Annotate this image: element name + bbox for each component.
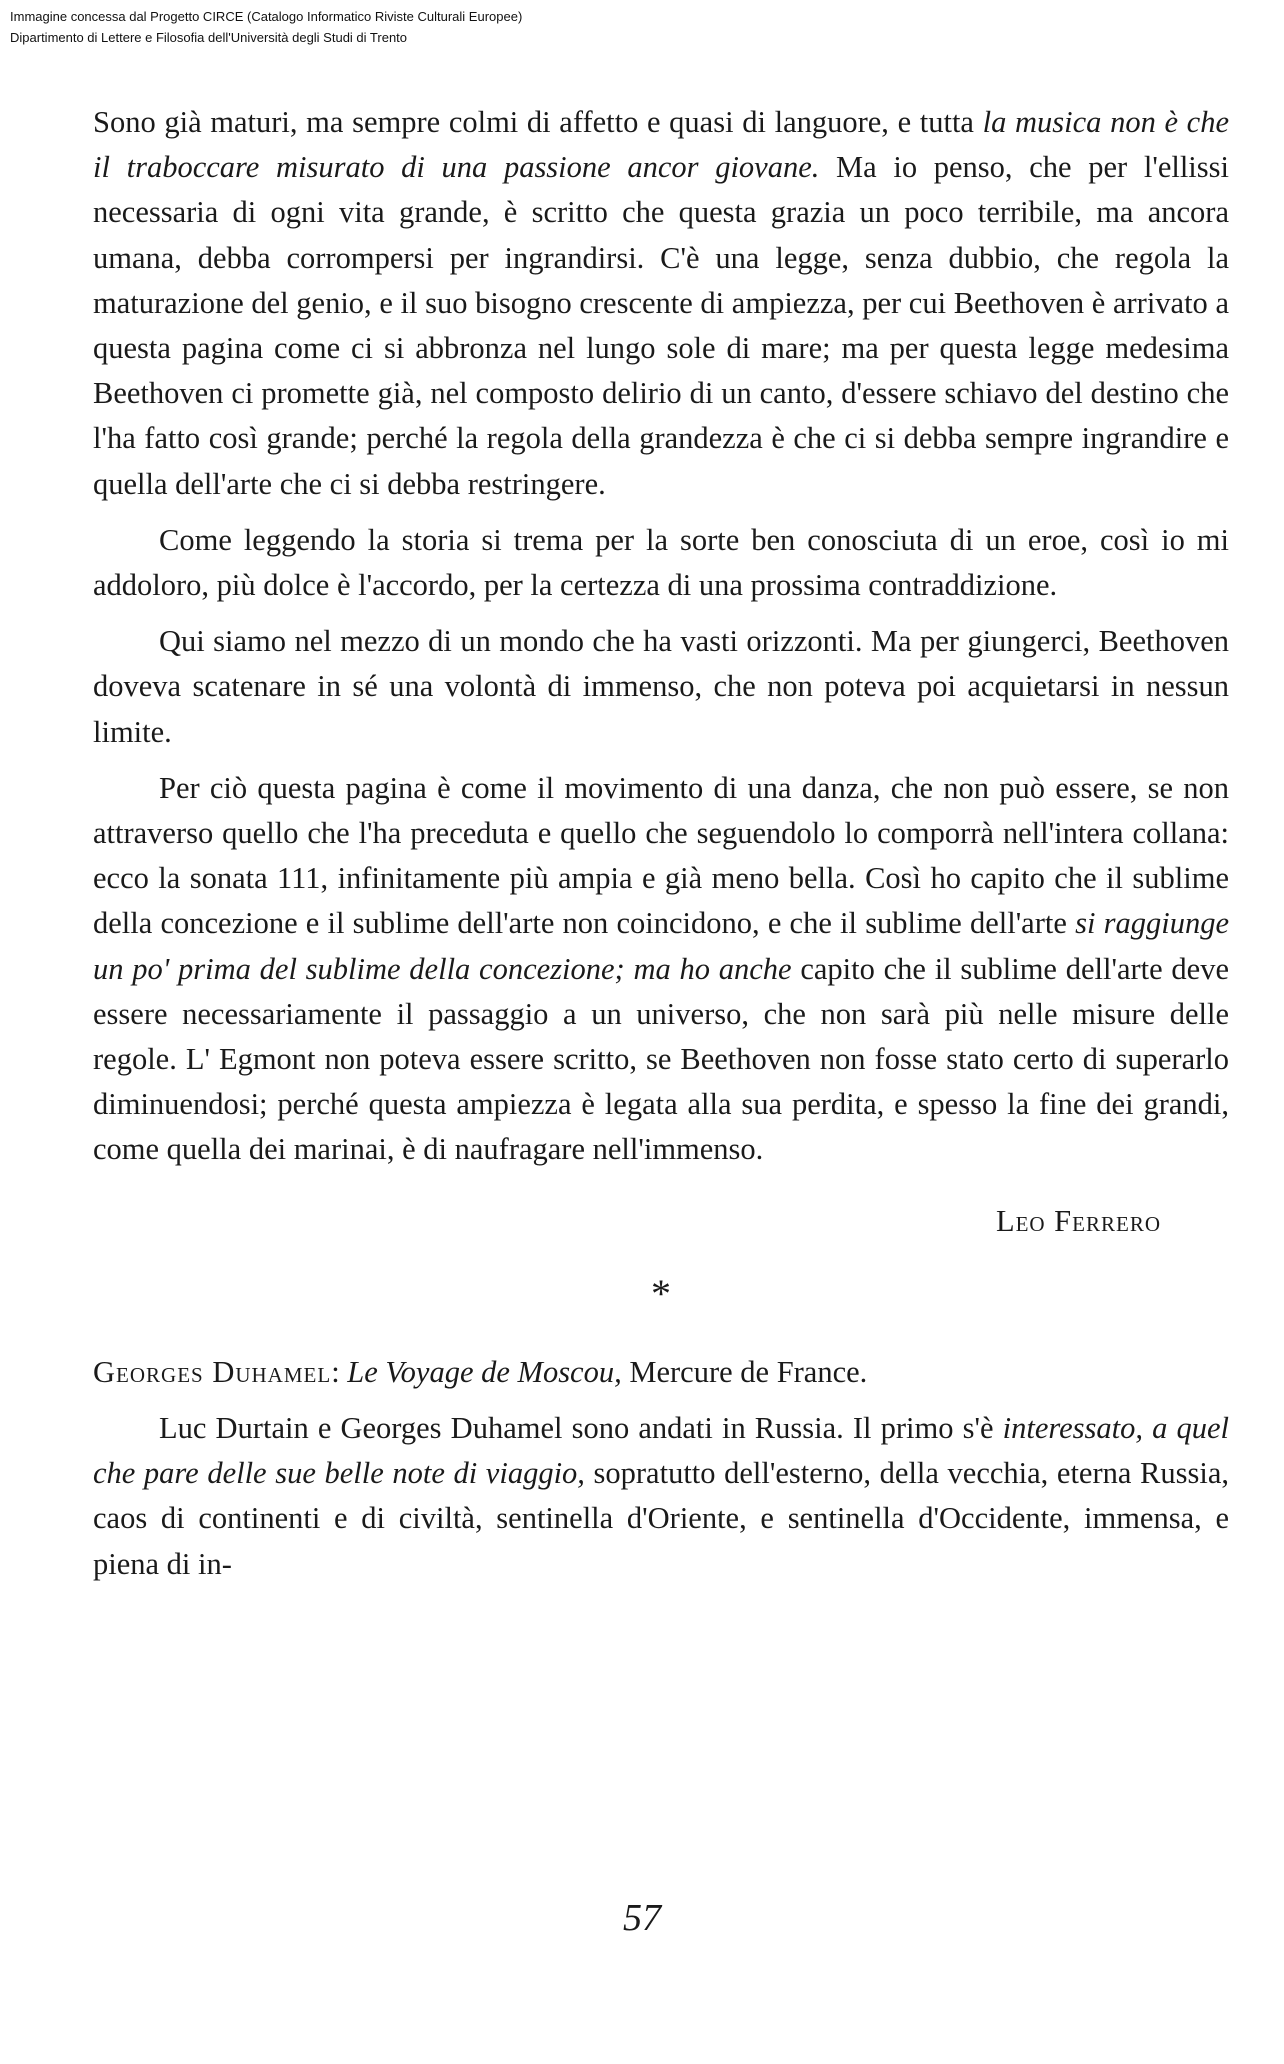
paragraph-5 <box>93 1406 1229 1587</box>
paragraph-4-italic: si raggiunge un po' prima del sublime della concezione; ma ho anche <box>93 906 1229 986</box>
paragraph-1-italic: la musica non è che il traboccare misurato di una passione ancor giovane. <box>93 105 1229 185</box>
paragraph-5-start: Luc Durtain e Georges Duhamel sono andati in Russia. Il primo s'è <box>159 1411 1003 1446</box>
review-author: Georges Duhamel <box>93 1354 332 1389</box>
paragraph-1-rest: Ma io penso, che per l'ellissi necessaria di ogni vita grande, è scritto che questa grazia un poco terribile, ma ancora umana, debba corrompersi per ingrandirsi. C'è una legge, senza dubbio, che regola la maturazione del genio, e il suo bisogno crescente di ampiezza, per cui Beethoven è arrivato a questa pagina come ci si abbronza nel lungo sole di mare; ma per questa legge medesima Beethoven ci promette già, nel composto delirio di un canto, d'essere schiavo del destino che l'ha fatto così grande; perché la regola della grandezza è che ci si debba sempre ingrandire e quella dell'arte che ci si debba restringere. <box>93 150 1229 501</box>
page-number: 57 <box>623 1897 661 1939</box>
paragraph-1-start: Sono già maturi, ma sempre colmi di affetto e quasi di languore, e tutta <box>93 105 983 139</box>
review-colon: : <box>331 1354 348 1389</box>
paragraph-2: Come leggendo la storia si trema per la sorte ben conosciuta di un eroe, così io mi addoloro, più dolce è l'accordo, per la certezza di una prossima contraddizione. <box>93 522 1229 603</box>
archive-department-line: Dipartimento di Lettere e Filosofia dell'Università degli Studi di Trento <box>10 30 408 45</box>
archive-credit-line: Immagine concessa dal Progetto CIRCE (Catalogo Informatico Riviste Culturali Europee) <box>10 9 523 24</box>
archive-header <box>10 6 910 48</box>
page-body <box>93 100 1229 1587</box>
paragraph-4 <box>93 766 1229 1173</box>
section-separator: * <box>651 1270 671 1316</box>
paragraph-3: Qui siamo nel mezzo di un mondo che ha vasti orizzonti. Ma per giungerci, Beethoven doveva scatenare in sé una volontà di immenso, che non poteva poi acquietarsi in nessun limite. <box>93 624 1229 749</box>
paragraph-5-rest: sopratutto dell'esterno, della vecchia, eterna Russia, caos di continenti e di civiltà, sentinella d'Oriente, e sentinella d'Occidente, immensa, e piena di in- <box>93 1456 1229 1581</box>
review-title: Le Voyage de Moscou, <box>347 1354 622 1389</box>
paragraph-4-start: Per ciò questa pagina è come il movimento di una danza, che non può essere, se non attraverso quello che l'ha preceduta e quello che seguendolo lo comporrà nell'intera collana: ecco la sonata 111, infinitamente più ampia e già meno bella. Così ho capito che il sublime della concezione e il sublime dell'arte non coincidono, e che il sublime dell'arte <box>93 770 1229 941</box>
paragraph-4-rest: capito che il sublime dell'arte deve essere necessariamente il passaggio a un universo, che non sarà più nelle misure delle regole. L' Egmont non poteva essere scritto, se Beethoven non fosse stato certo di superarlo diminuendosi; perché questa ampiezza è legata alla sua perdita, e spesso la fine dei grandi, come quella dei marinai, è di naufragare nell'immenso. <box>93 951 1229 1167</box>
paragraph-1 <box>93 100 1229 507</box>
paragraph-5-italic: interessato, a quel che pare delle sue belle note di viaggio, <box>93 1411 1229 1491</box>
review-heading <box>93 1350 1229 1395</box>
author-signature: Leo Ferrero <box>995 1203 1161 1238</box>
review-publisher: Mercure de France. <box>621 1354 868 1389</box>
